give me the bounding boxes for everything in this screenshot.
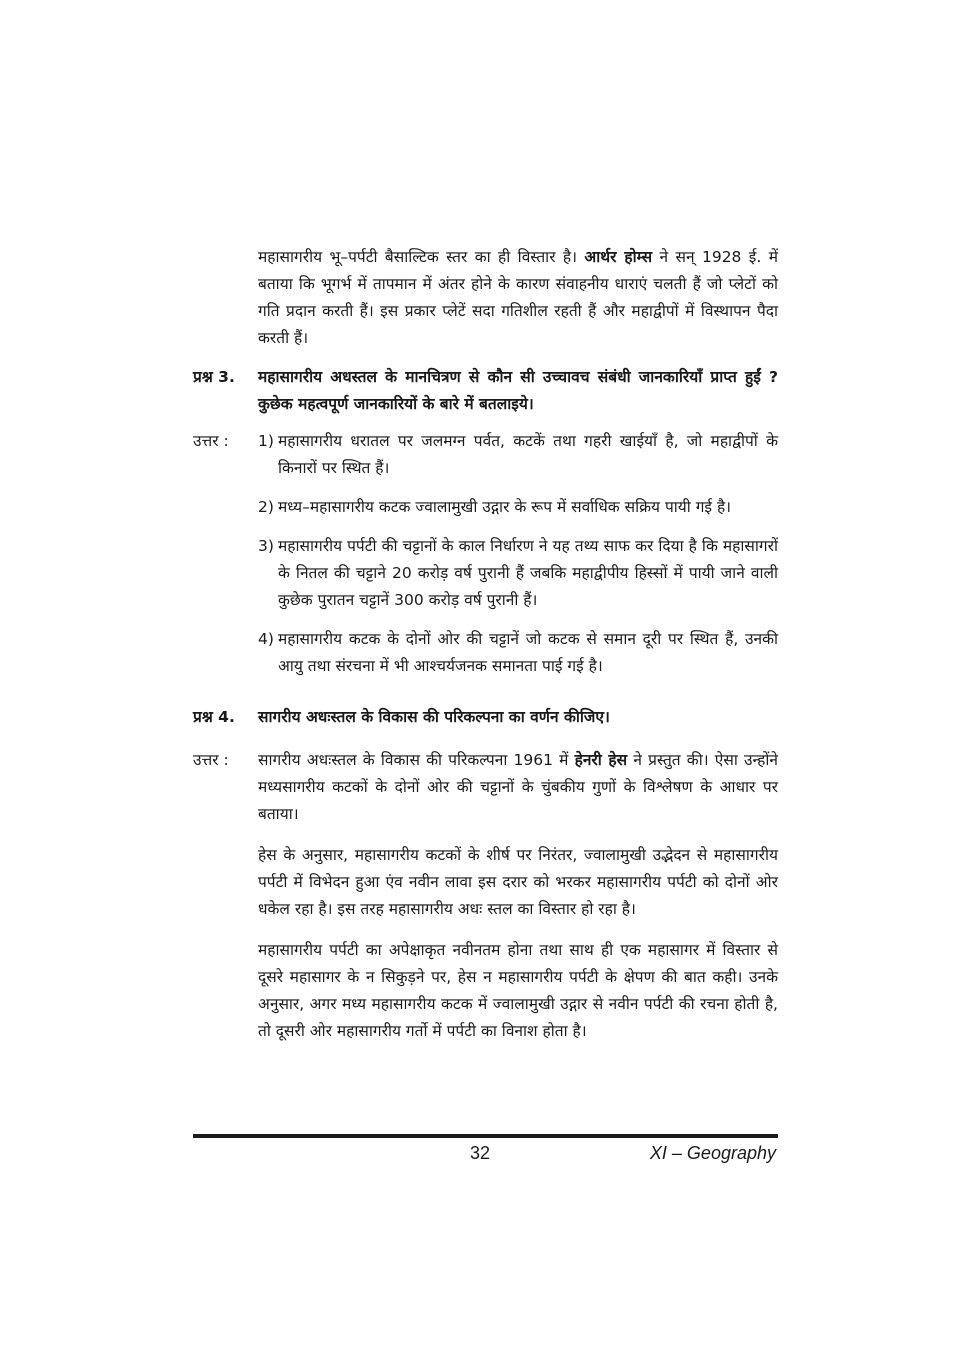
list-item-number: 1) xyxy=(258,432,274,450)
list-item-text: महासागरीय पर्पटी की चट्टानों के काल निर्धारण ने यह तथ्य साफ कर दिया है कि महासागरों के नितल की चट्टाने 20 करोड़ वर्ष पुरानी हैं जबकि महाद्वीपीय हिस्सों में पायी जाने वाली कुछेक पुरातन चट्टानें 300 करोड़ वर्ष पुरानी हैं। xyxy=(278,537,778,609)
question-3 xyxy=(193,364,778,418)
question-3-label: प्रश्न 3. xyxy=(193,368,235,386)
answer-4-label: उत्तर : xyxy=(193,751,229,769)
answer-4-paragraph-1 xyxy=(258,747,778,828)
intro-text-2: ने सन् 1928 ई. में बताया कि भूगर्भ में तापमान में अंतर होने के कारण संवाहनीय धाराएं चलती हैं जो प्लेटों को गति प्रदान करती हैं। इस प्रकार प्लेटें सदा गतिशील रहती हैं और महाद्वीपों में विस्थापन पैदा करती हैं। xyxy=(258,248,778,347)
list-item xyxy=(258,494,778,521)
question-4-label: प्रश्न 4. xyxy=(193,708,235,726)
footer-divider xyxy=(193,1134,778,1138)
page-number: 32 xyxy=(470,1143,491,1163)
answer-4-p1-bold-name: हेनरी हेस xyxy=(574,751,628,769)
answer-4-paragraph-3: महासागरीय पर्पटी का अपेक्षाकृत नवीनतम होना तथा साथ ही एक महासागर में विस्तार से दूसरे महासागर के न सिकुड़ने पर, हेस न महासागरीय पर्पटी के क्षेपण की बात कही। उनके अनुसार, अगर मध्य महासागरीय कटक में ज्वालामुखी उद्गार से नवीन पर्पटी की रचना होती है, तो दूसरी ओर महासागरीय गर्तो में पर्पटी का विनाश होता है। xyxy=(258,941,778,1040)
footer-book-title: XI – Geography xyxy=(649,1143,776,1163)
list-item-text: महासागरीय कटक के दोनों ओर की चट्टानें जो कटक से समान दूरी पर स्थित हैं, उनकी आयु तथा संरचना में भी आश्चर्यजनक समानता पाई गई है। xyxy=(278,630,778,675)
answer-4-p1-text-1: सागरीय अधःस्तल के विकास की परिकल्पना 1961 में xyxy=(258,751,575,769)
page-content xyxy=(193,244,778,1045)
list-item-text: महासागरीय धरातल पर जलमग्न पर्वत, कटकें तथा गहरी खाईयाँ है, जो महाद्वीपों के किनारों पर स्थित हैं। xyxy=(278,432,778,477)
intro-text-1: महासागरीय भू–पर्पटी बैसाल्टिक स्तर का ही विस्तार है। xyxy=(258,248,585,266)
answer-3-label: उत्तर : xyxy=(193,432,229,450)
list-item xyxy=(258,626,778,680)
answer-4-p1-text-2: ने प्रस्तुत की। ऐसा उन्होंने मध्यसागरीय कटकों के दोनों ओर की चट्टानों के चुंबकीय गुणों के विश्लेषण के आधार पर बताया। xyxy=(258,751,778,823)
question-3-text: महासागरीय अधस्तल के मानचित्रण से कौन सी उच्चावच संबंधी जानकारियाँ प्राप्त हुईं ? कुछेक महत्वपूर्ण जानकारियों के बारे में बतलाइये। xyxy=(258,368,778,413)
question-4-text: सागरीय अधःस्तल के विकास की परिकल्पना का वर्णन कीजिए। xyxy=(258,708,610,726)
answer-4 xyxy=(193,747,778,1045)
answer-4-body xyxy=(258,747,778,1045)
answer-3-body xyxy=(258,428,778,692)
intro-paragraph xyxy=(193,244,778,352)
list-item-number: 2) xyxy=(258,498,274,516)
list-item xyxy=(258,428,778,482)
intro-bold-name: आर्थर होम्स xyxy=(584,248,653,266)
answer-3 xyxy=(193,428,778,692)
list-item-text: मध्य–महासागरीय कटक ज्वालामुखी उद्गार के रूप में सर्वाधिक सक्रिय पायी गई है। xyxy=(278,498,732,516)
list-item xyxy=(258,533,778,614)
answer-4-paragraph-2: हेस के अनुसार, महासागरीय कटकों के शीर्ष पर निरंतर, ज्वालामुखी उद्भेदन से महासागरीय पर्पटी में विभेदन हुआ एंव नवीन लावा इस दरार को भरकर महासागरीय पर्पटी को दोनों ओर धकेल रहा है। इस तरह महासागरीय अधः स्तल का विस्तार हो रहा है। xyxy=(258,846,778,918)
question-4 xyxy=(193,704,778,731)
list-item-number: 3) xyxy=(258,537,274,555)
list-item-number: 4) xyxy=(258,630,274,648)
